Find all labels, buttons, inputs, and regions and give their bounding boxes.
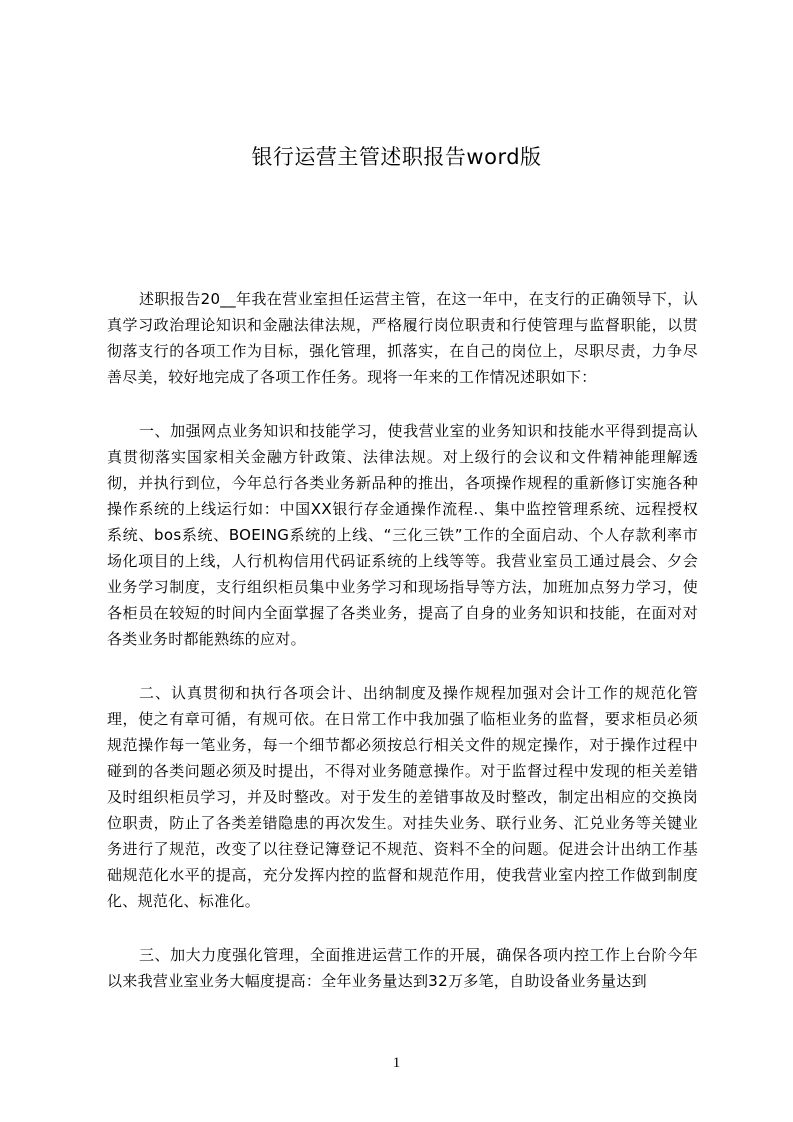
document-title: 银行运营主管述职报告word版 — [251, 145, 542, 169]
page-number: 1 — [392, 1055, 401, 1071]
paragraph-section-3: 三、加大力度强化管理，全面推进运营工作的开展，确保各项内控工作上台阶今年以来我营业室业务大幅度提高：全年业务量达到32万多笔，自助设备业务量达到 — [107, 946, 698, 990]
paragraph-section-1: 一、加强网点业务知识和技能学习，使我营业室的业务知识和技能水平得到提高认真贯彻落实国家相关金融方针政策、法律法规。对上级行的会议和文件精神能理解透彻，并执行到位，今年总行各类业务新品种的推出，各项操作规程的重新修订实施各种操作系统的上线运行如：中国XX银行存金通操作流程.、集中监控管理系统、远程授权系统、bos系统、BOEING系统的上线、“三化三铁”工作的全面启动、个人存款利率市场化项目的上线，人行机构信用代码证系统的上线等等。我营业室员工通过晨会、夕会业务学习制度，支行组织柜员集中业务学习和现场指导等方法，加班加点努力学习，使各柜员在较短的时间内全面掌握了各类业务，提高了自身的业务知识和技能，在面对对各类业务时都能熟练的应对。 — [107, 422, 698, 648]
paragraph-intro: 述职报告20__年我在营业室担任运营主管，在这一年中，在支行的正确领导下，认真学习政治理论知识和金融法律法规，严格履行岗位职责和行使管理与监督职能，以贯彻落支行的各项工作为目标，强化管理，抓落实，在自己的岗位上，尽职尽责，力争尽善尽美，较好地完成了各项工作任务。现将一年来的工作情况述职如下： — [107, 290, 698, 386]
paragraph-section-2: 二、认真贯彻和执行各项会计、出纳制度及操作规程加强对会计工作的规范化管理，使之有章可循，有规可依。在日常工作中我加强了临柜业务的监督，要求柜员必须规范操作每一笔业务，每一个细节都必须按总行相关文件的规定操作，对于操作过程中碰到的各类问题必须及时提出，不得对业务随意操作。对于监督过程中发现的柜关差错及时组织柜员学习，并及时整改。对于发生的差错事故及时整改，制定出相应的交换岗位职责，防止了各类差错隐患的再次发生。对挂失业务、联行业务、汇兑业务等关键业务进行了规范，改变了以往登记簿登记不规范、资料不全的问题。促进会计出纳工作基础规范化水平的提高，充分发挥内控的监督和规范作用，使我营业室内控工作做到制度化、规范化、标准化。 — [107, 684, 698, 910]
document-body — [107, 286, 698, 1022]
